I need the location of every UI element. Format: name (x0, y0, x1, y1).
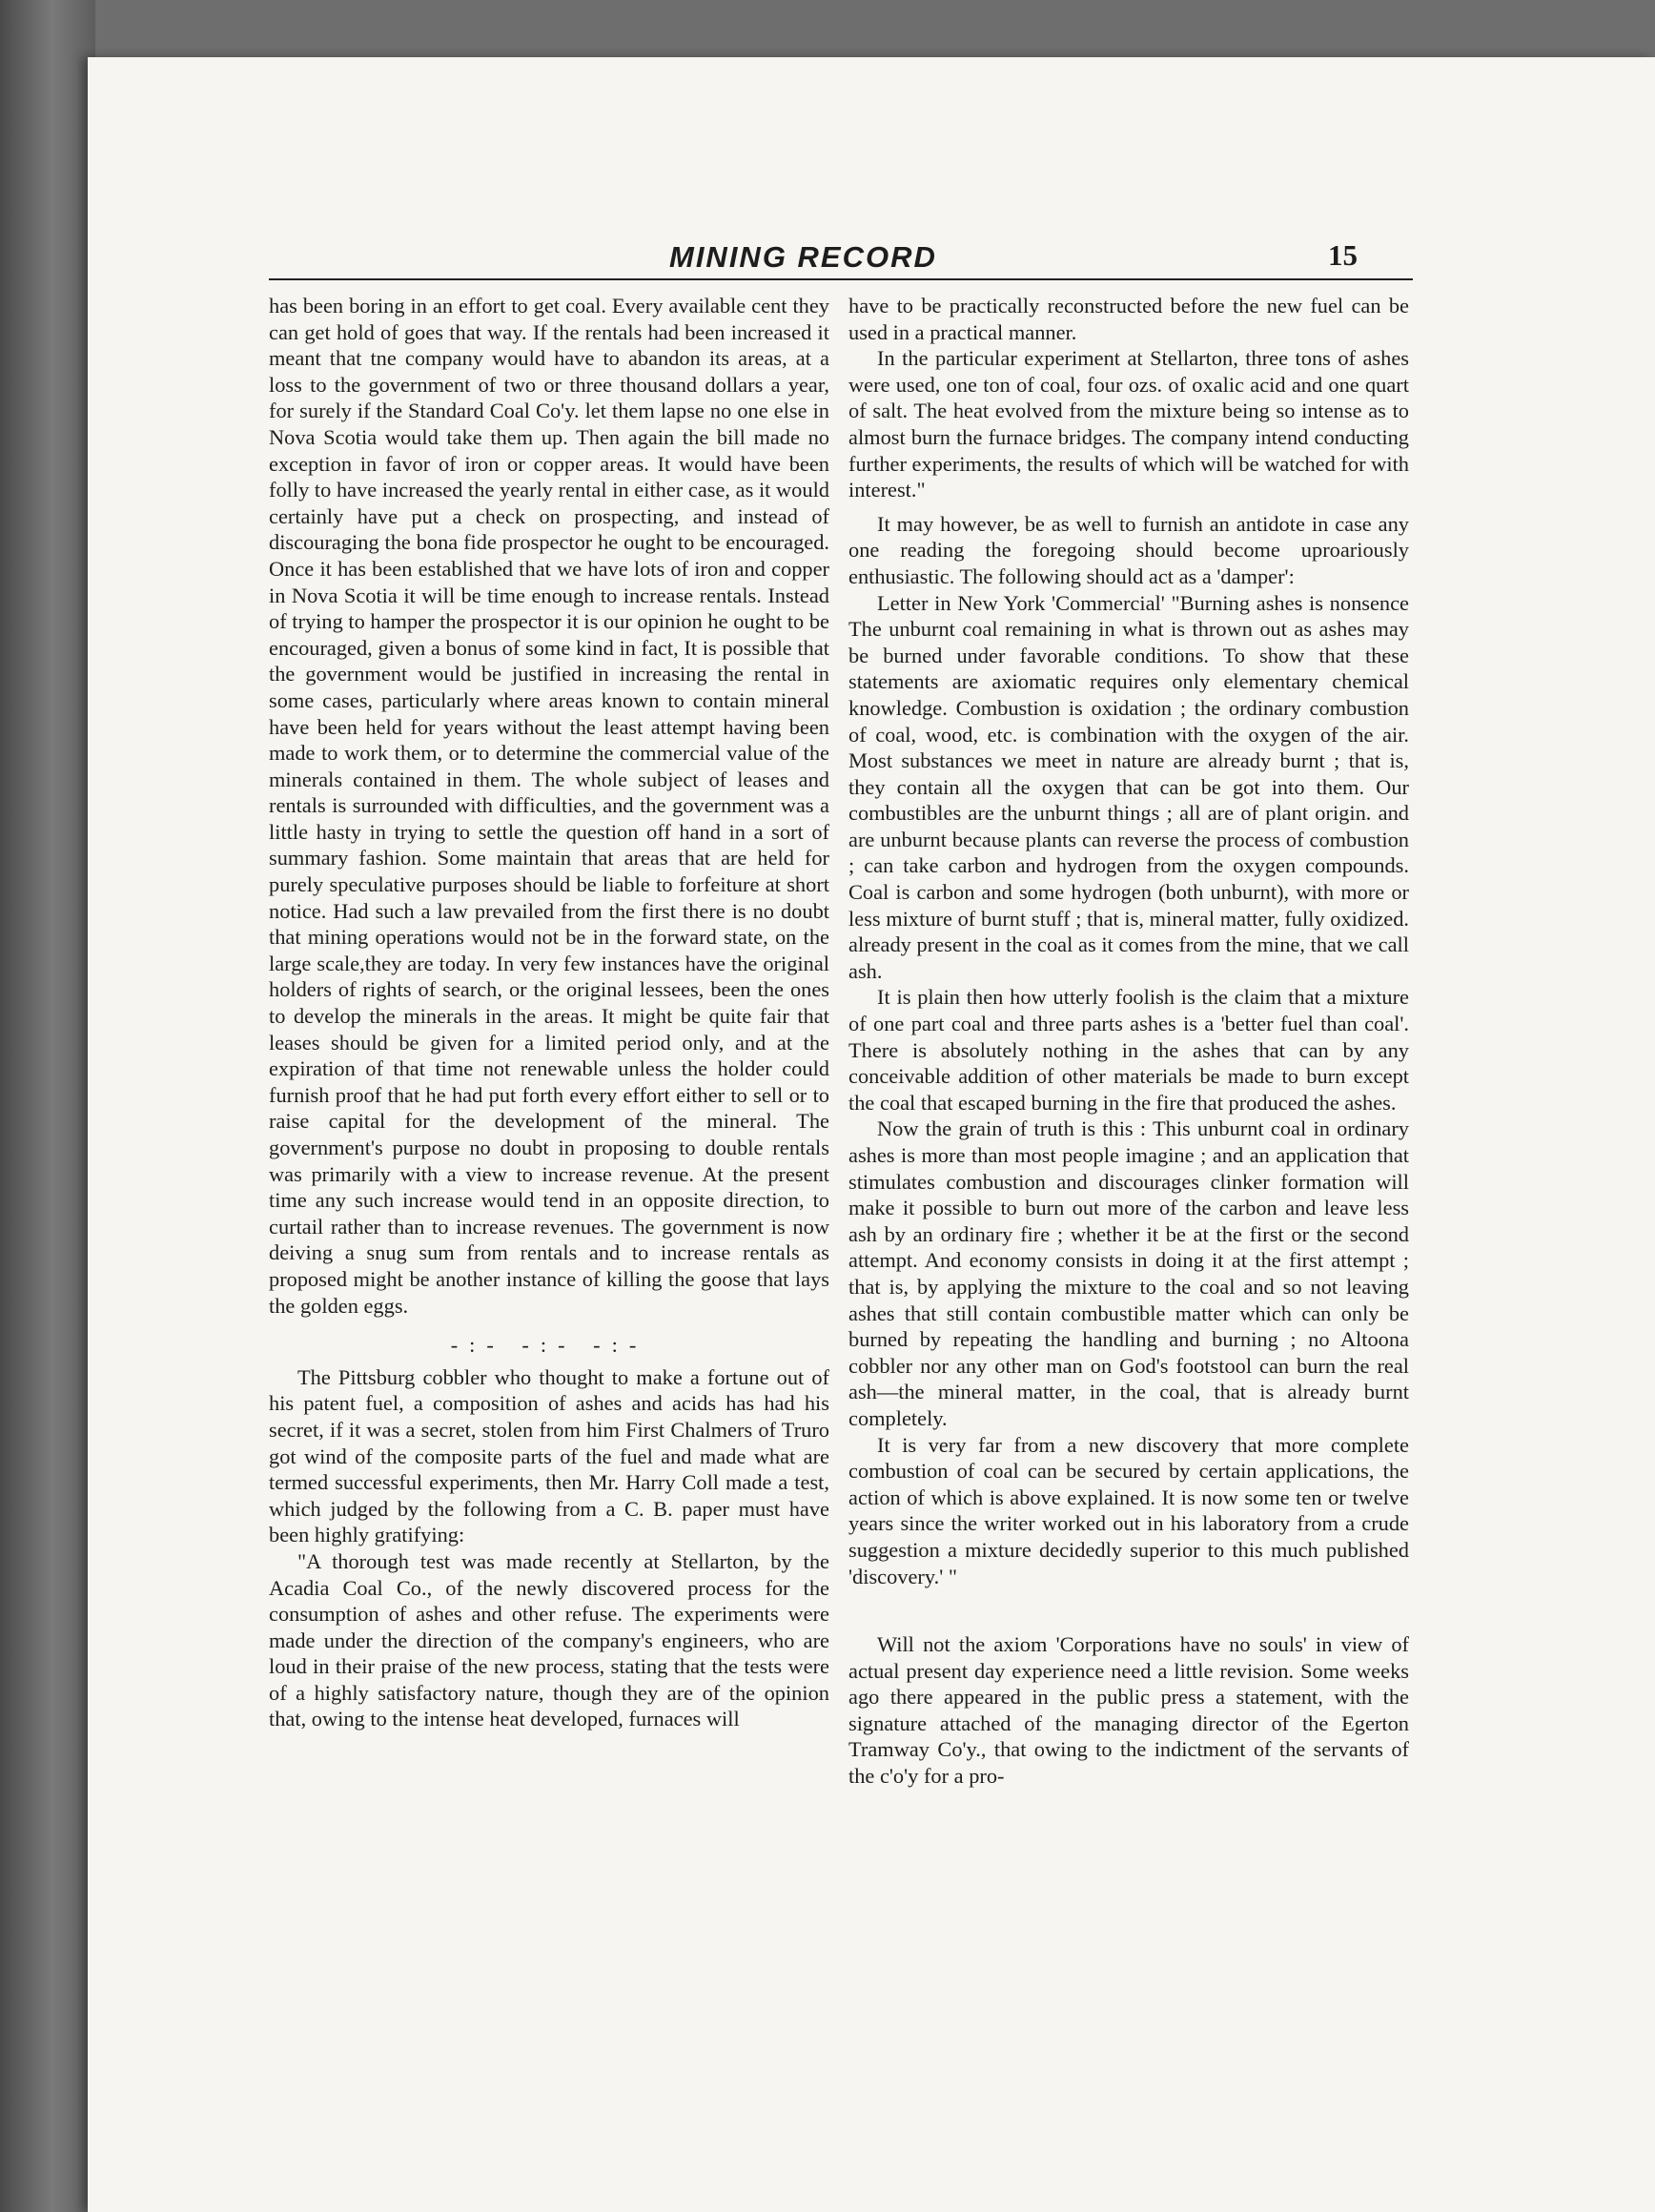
left-paragraph-rentals: has been boring in an effort to get coal. Every available cent they can get hold of goes that way. If the rentals had been increased it meant that tne company would have to abandon its areas, at a loss to the government of two or three thousand dollars a year, for surely if the Standard Coal Co'y. let them lapse no one else in Nova Scotia would take them up. Then again the bill made no exception in favor of iron or copper areas. It would have been folly to have increased the yearly rental in either case, as it would certainly have put a check on prospecting, and instead of discouraging the bona fide prospector he ought to be encouraged. Once it has been established that we have lots of iron and copper in Nova Scotia it will be time enough to increase rentals. Instead of trying to hamper the prospector it is our opinion he ought to be encouraged, given a bonus of some kind in fact, It is possible that the government would be justified in increasing the rental in some cases, particularly where areas known to contain mineral have been held for years without the least attempt having been made to work them, or to determine the commercial value of the minerals contained in them. The whole subject of leases and rentals is surrounded with difficulties, and the government was a little hasty in trying to settle the question off hand in a sort of summary fashion. Some maintain that areas that are held for purely speculative purposes should be liable to forfeiture at short notice. Had such a law prevailed from the first there is no doubt that mining operations would not be in the forward state, on the large scale,they are today. In very few instances have the original holders of rights of search, or the original lessees, been the ones to develop the minerals in the areas. It might be quite fair that leases should be given for a limited period only, and at the expiration of that time not renewable unless the holder could furnish proof that he had put forth every effort either to sell or to raise capital for the development of the mineral. The government's purpose no doubt in proposing to double rentals was primarily with a view to increase revenue. At the present time any such increase would tend in an opposite direction, to curtail rather than to increase revenues. The government is now deiving a snug sum from rentals and to increase rentals as proposed might be another instance of killing the goose that lays the golden eggs. (269, 294, 829, 1318)
right-paragraph-continuation: have to be practically reconstructed before the new fuel can be used in a practical manner. (848, 294, 1409, 344)
right-paragraph-corporations: Will not the axiom 'Corporations have no souls' in view of actual present day experience need a little revision. Some weeks ago there appeared in the public press a statement, with the signature attached of the managing director of the Egerton Tramway Co'y., that owing to the indictment of the servants of the c'o'y for a pro- (848, 1632, 1409, 1789)
left-column (269, 293, 829, 1732)
right-paragraph-experiment: In the particular experiment at Stellarton, three tons of ashes were used, one ton of coal, four ozs. of oxalic acid and one quart of salt. The heat evolved from the mixture being so intense as to almost burn the furnace bridges. The company intend conducting further experiments, the results of which will be watched for with interest." (848, 346, 1409, 502)
right-paragraph-plain: It is plain then how utterly foolish is the claim that a mixture of one part coal and three parts ashes is a 'better fuel than coal'. There is absolutely nothing in the ashes that can by any conceivable addition of other materials be made to burn except the coal that escaped burning in the fire that produced the ashes. (848, 985, 1409, 1115)
scan-binding-edge (0, 0, 95, 2212)
right-paragraph-antidote: It may however, be as well to furnish an antidote in case any one reading the foregoing should become uproariously enthusiastic. The following should act as a 'damper': (848, 511, 1409, 588)
right-paragraph-letter: Letter in New York 'Commercial' "Burning ashes is nonsence The unburnt coal remaining in what is thrown out as ashes may be burned under favorable conditions. To show that these statements are axiomatic requires only elementary chemical knowledge. Combustion is oxidation ; the ordinary combustion of coal, wood, etc. is combination with the oxygen of the air. Most substances we meet in nature are already burnt ; that is, they contain all the oxygen that can be got into them. Our combustibles are the unburnt things ; all are of plant origin. and are unburnt because plants can reverse the process of combustion ; can take carbon and hydrogen from the oxygen compounds. Coal is carbon and some hydrogen (both unburnt), with more or less mixture of burnt stuff ; that is, mineral matter, fully oxidized. already present in the coal as it comes from the mine, that we call ash. (848, 590, 1409, 983)
publication-title: MINING RECORD (669, 240, 937, 274)
page-number: 15 (1328, 238, 1358, 272)
left-paragraph-cobbler: The Pittsburg cobbler who thought to make a fortune out of his patent fuel, a composition of ashes and acids has had his secret, if it was a secret, stolen from him First Chalmers of Truro got wind of the composite parts of the fuel and made what are termed successful experiments, then Mr. Harry Coll made a test, which judged by the following from a C. B. paper must have been highly gratifying: (269, 1364, 829, 1547)
section-separator: -:- -:- -:- (450, 1333, 648, 1358)
right-paragraph-grain-of-truth: Now the grain of truth is this : This unburnt coal in ordinary ashes is more than most people imagine ; and an application that stimulates combustion and discourages clinker formation will make it possible to burn out more of the carbon and leave less ash by an ordinary fire ; whether it be at the first or the second attempt. And economy consists in doing it at the first attempt ; that is, by applying the mixture to the coal and so not leaving ashes that still contain combustible matter which can only be burned by repeating the handling and burning ; no Altoona cobbler nor any other man on God's footstool can burn the real ash—the mineral matter, in the coal, that is already burnt completely. (848, 1116, 1409, 1430)
left-paragraph-quote: "A thorough test was made recently at Stellarton, by the Acadia Coal Co., of the newly discovered process for the consumption of ashes and other refuse. The experiments were made under the direction of the company's engineers, who are loud in their praise of the new process, stating that the tests were of a highly satisfactory nature, though they are of the opinion that, owing to the intense heat developed, furnaces will (269, 1548, 829, 1731)
page-header (269, 238, 1413, 280)
right-column (848, 293, 1409, 1790)
right-paragraph-discovery: It is very far from a new discovery that more complete combustion of coal can be secured by certain applications, the action of which is above explained. It is now some ten or twelve years since the writer worked out in his laboratory from a crude suggestion a mixture decidedly superior to this much published 'discovery.' " (848, 1432, 1409, 1588)
